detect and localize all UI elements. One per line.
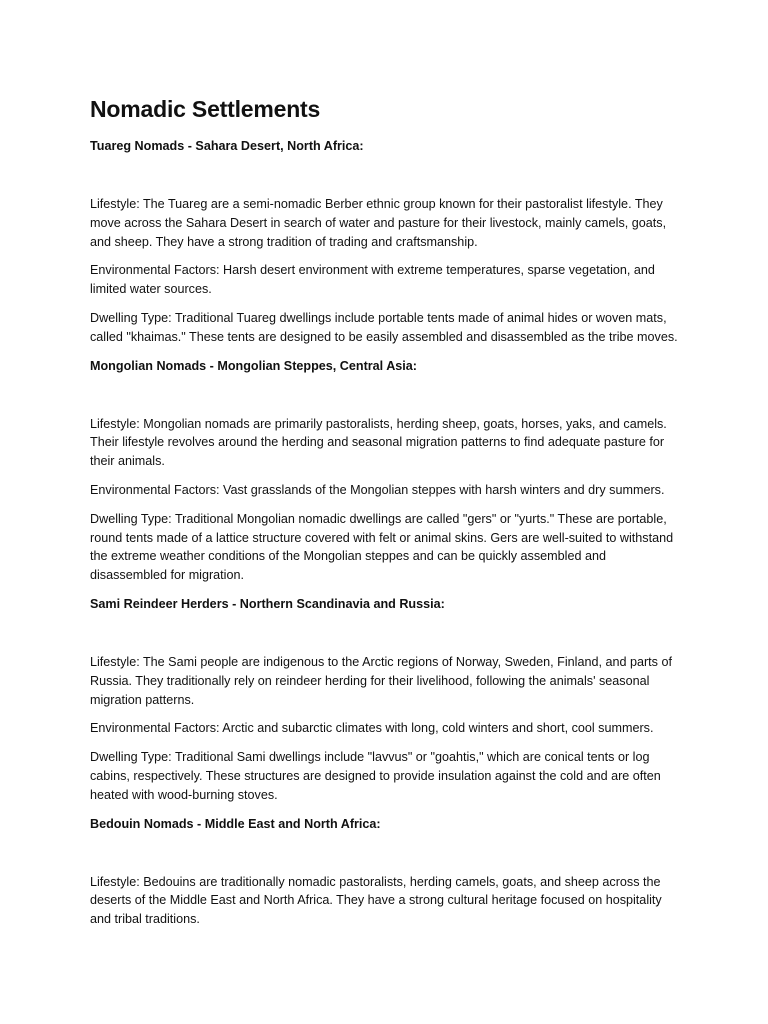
section-mongolian <box>90 357 678 585</box>
dwelling-paragraph: Dwelling Type: Traditional Sami dwellings include "lavvus" or "goahtis," which are conical tents or log cabins, respectively. These structures are designed to provide insulation against the cold and are often heated with wood-burning stoves. <box>90 750 661 802</box>
section-heading: Mongolian Nomads - Mongolian Steppes, Central Asia: <box>90 358 417 373</box>
lifestyle-paragraph: Lifestyle: The Sami people are indigenous to the Arctic regions of Norway, Sweden, Finland, and parts of Russia. They traditionally rely on reindeer herding for their livelihood, following the animals' seasonal migration patterns. <box>90 654 672 707</box>
section-bedouin <box>90 815 678 929</box>
section-heading: Tuareg Nomads - Sahara Desert, North Africa: <box>90 139 364 153</box>
lifestyle-paragraph: Lifestyle: Bedouins are traditionally nomadic pastoralists, herding camels, goats, and sheep across the deserts of the Middle East and North Africa. They have a strong cultural heritage focused on hospitality and tribal traditions. <box>90 874 662 927</box>
lifestyle-paragraph: Lifestyle: The Tuareg are a semi-nomadic Berber ethnic group known for their pastoralist lifestyle. They move across the Sahara Desert in search of water and pasture for their livestock, mainly camels, goats, and sheep. They have a strong tradition of trading and craftsmanship. <box>90 197 667 249</box>
environment-paragraph: Environmental Factors: Arctic and subarctic climates with long, cold winters and short, cool summers. <box>90 721 654 736</box>
environment-paragraph: Environmental Factors: Vast grasslands of the Mongolian steppes with harsh winters and dry summers. <box>90 482 665 497</box>
dwelling-paragraph: Dwelling Type: Traditional Mongolian nomadic dwellings are called "gers" or "yurts." These are portable, round tents made of a lattice structure covered with felt or animal skins. Gers are well-suited to withstand the extreme weather conditions of the Mongolian steppes and can be quickly assembled and disassembled for migration. <box>90 511 674 583</box>
lifestyle-paragraph: Lifestyle: Mongolian nomads are primarily pastoralists, herding sheep, goats, horses, yaks, and camels. Their lifestyle revolves around the herding and seasonal migration patterns to find adequate pasture for their animals. <box>90 416 667 469</box>
section-heading: Sami Reindeer Herders - Northern Scandinavia and Russia: <box>90 596 445 611</box>
section-heading: Bedouin Nomads - Middle East and North Africa: <box>90 816 381 831</box>
section-tuareg <box>90 137 678 347</box>
page-title: Nomadic Settlements <box>90 96 321 122</box>
section-sami <box>90 595 678 805</box>
dwelling-paragraph: Dwelling Type: Traditional Tuareg dwellings include portable tents made of animal hides or woven mats, called "khaimas." These tents are designed to be easily assembled and disassembled as the tribe moves. <box>90 310 678 344</box>
environment-paragraph: Environmental Factors: Harsh desert environment with extreme temperatures, sparse vegetation, and limited water sources. <box>90 263 655 297</box>
